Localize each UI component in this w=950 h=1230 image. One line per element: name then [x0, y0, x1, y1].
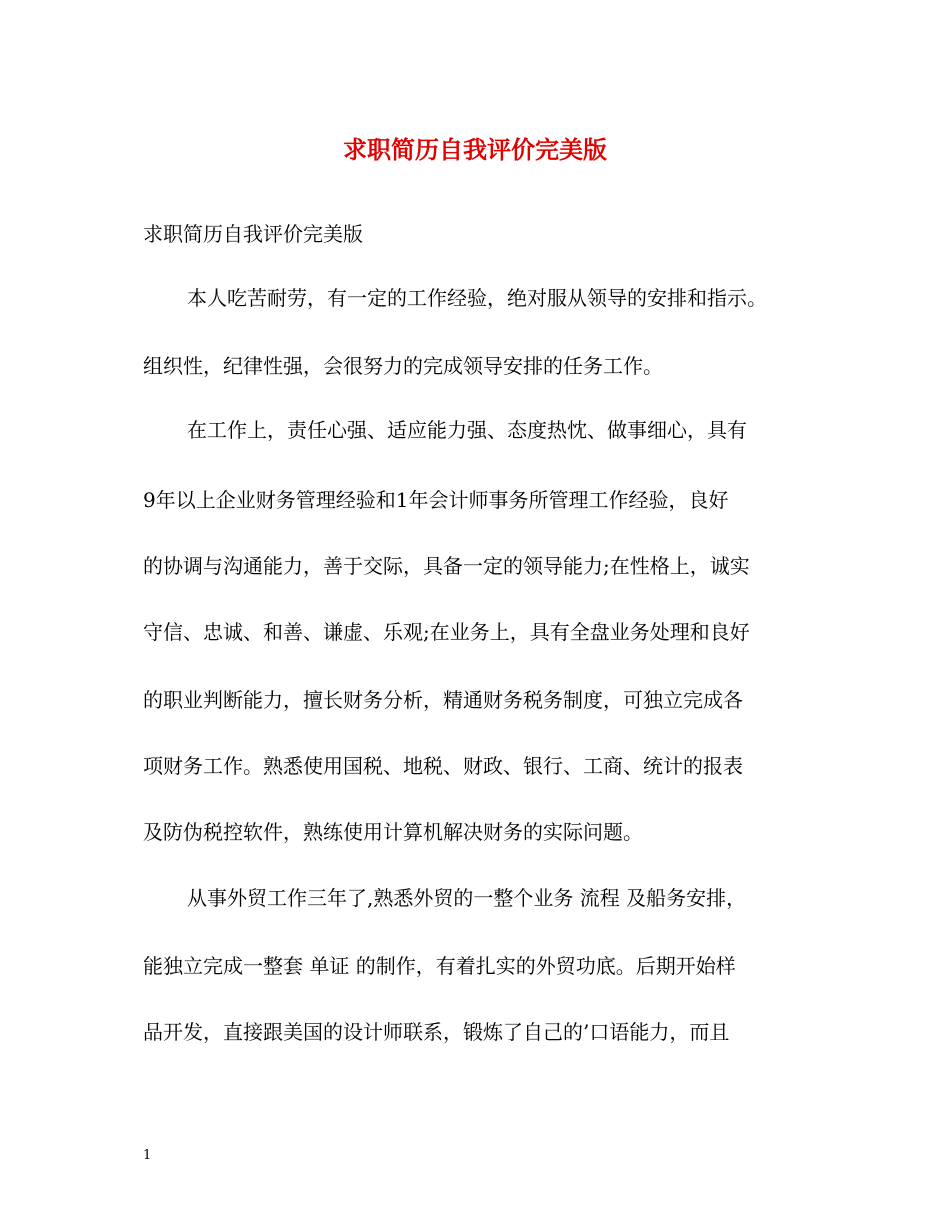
body-line-12: 能独立完成一整套 单证 的制作，有着扎实的外贸功底。后期开始样 — [143, 954, 736, 978]
body-line-4: 在工作上，责任心强、适应能力强、态度热忱、做事细心，具有 — [187, 418, 747, 442]
body-line-7: 守信、忠诚、和善、谦虚、乐观;在业务上，具有全盘业务处理和良好 — [143, 620, 750, 644]
body-line-13: 品开发，直接跟美国的设计师联系，锻炼了自己的’口语能力，而且 — [143, 1020, 730, 1044]
body-line-8: 的职业判断能力，擅长财务分析，精通财务税务制度，可独立完成各 — [143, 688, 743, 712]
document-title: 求职简历自我评价完美版 — [343, 135, 607, 164]
body-line-9: 项财务工作。熟悉使用国税、地税、财政、银行、工商、统计的报表 — [143, 754, 743, 778]
body-line-2: 本人吃苦耐劳，有一定的工作经验，绝对服从领导的安排和指示。 — [187, 286, 767, 310]
body-line-3: 组织性，纪律性强，会很努力的完成领导安排的任务工作。 — [143, 354, 663, 378]
page-number: 1 — [143, 1148, 152, 1163]
body-line-5: 9年以上企业财务管理经验和1年会计师事务所管理工作经验，良好 — [143, 488, 729, 512]
body-line-10: 及防伪税控软件，熟练使用计算机解决财务的实际问题。 — [143, 820, 643, 844]
body-line-1: 求职简历自我评价完美版 — [143, 222, 363, 246]
body-line-11: 从事外贸工作三年了,熟悉外贸的一整个业务 流程 及船务安排， — [187, 886, 747, 910]
body-line-6: 的协调与沟通能力，善于交际，具备一定的领导能力;在性格上，诚实 — [143, 554, 750, 578]
